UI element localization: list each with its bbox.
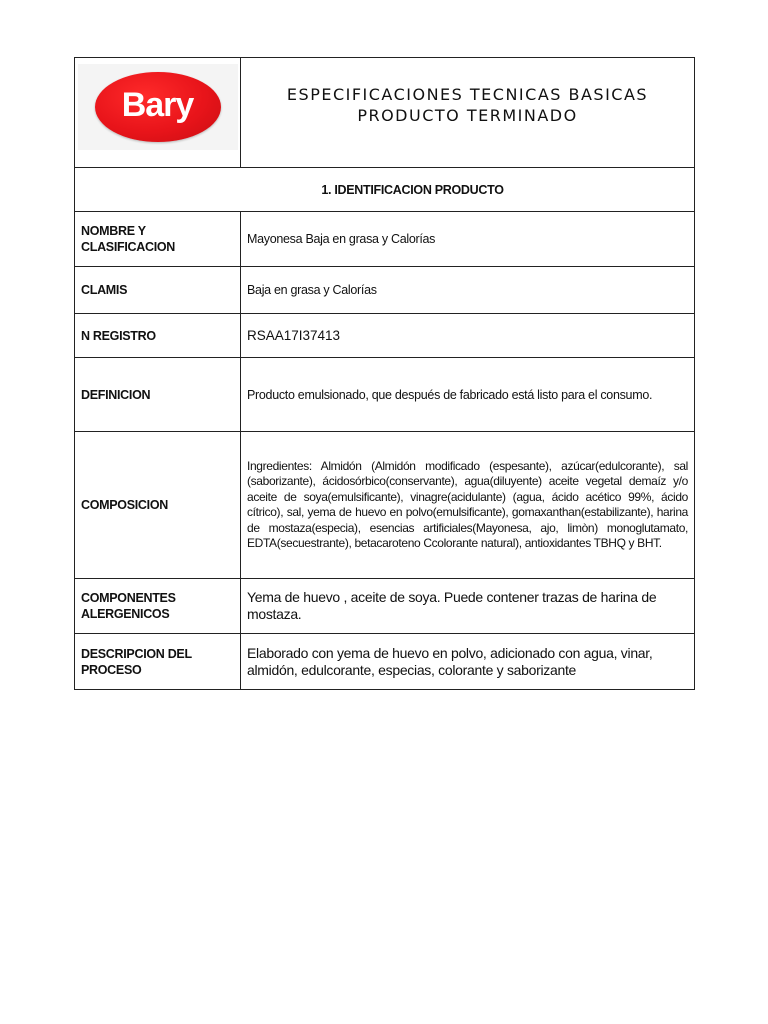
row-nombre-clasificacion [75, 212, 694, 267]
value-componentes-alergenicos: Yema de huevo , aceite de soya. Puede contener trazas de harina de mostaza. [247, 589, 657, 622]
label-componentes-alergenicos: COMPONENTES ALERGENICOS [75, 579, 241, 633]
row-clamis [75, 267, 694, 314]
header-row [75, 58, 694, 168]
logo-text: Bary [121, 85, 194, 124]
value-descripcion-proceso: Elaborado con yema de huevo en polvo, adicionado con agua, vinar, almidón, edulcorante, especias, colorante y saborizante [247, 644, 653, 678]
brand-logo [78, 64, 238, 150]
label-descripcion-proceso: DESCRIPCION DEL PROCESO [75, 634, 241, 689]
spec-sheet-table [74, 57, 695, 690]
logo-cell [75, 58, 241, 167]
section-header-row [75, 168, 694, 212]
document-title-line1: ESPECIFICACIONES TECNICAS BASICAS [286, 85, 649, 104]
row-descripcion-proceso [75, 634, 694, 689]
row-definicion [75, 358, 694, 432]
row-registro [75, 314, 694, 358]
row-composicion [75, 432, 694, 579]
label-definicion: DEFINICION [75, 358, 241, 431]
label-nombre-clasificacion: NOMBRE Y CLASIFICACION [75, 212, 241, 266]
value-composicion-cell [241, 432, 694, 578]
logo-oval [95, 72, 221, 142]
label-composicion: COMPOSICION [75, 432, 241, 578]
value-registro: RSAA17I37413 [247, 327, 341, 343]
title-cell [241, 58, 694, 167]
label-registro: N REGISTRO [75, 314, 241, 357]
value-clamis: Baja en grasa y Calorías [247, 283, 377, 297]
row-componentes-alergenicos [75, 579, 694, 634]
value-composicion: Ingredientes: Almidón (Almidón modificado (espesante), azúcar(edulcorante), sal (saborizante), ácidosórbico(conservante), agua(diluyente) aceite vegetal demaíz y/o aceite de soya(emulsificante), vinagre(acidulante) (agua, ácido acético 99%, ácido cítrico), sal, yema de huevo en polvo(emulsificante), gomaxanthan(estabilizante), harina de mostaza(especia), esencias artificiales(Mayonesa, ajo, limòn) monoglutamato, EDTA(secuestrante), betacaroteno Ccolorante natural), antioxidantes TBHQ y BHT. [247, 458, 688, 550]
section-title: 1. IDENTIFICACION PRODUCTO [321, 182, 504, 197]
document-title-line2: PRODUCTO TERMINADO [357, 106, 578, 125]
value-nombre-clasificacion: Mayonesa Baja en grasa y Calorías [247, 232, 436, 246]
value-definicion: Producto emulsionado, que después de fabricado está listo para el consumo. [247, 387, 653, 402]
label-clamis: CLAMIS [75, 267, 241, 313]
